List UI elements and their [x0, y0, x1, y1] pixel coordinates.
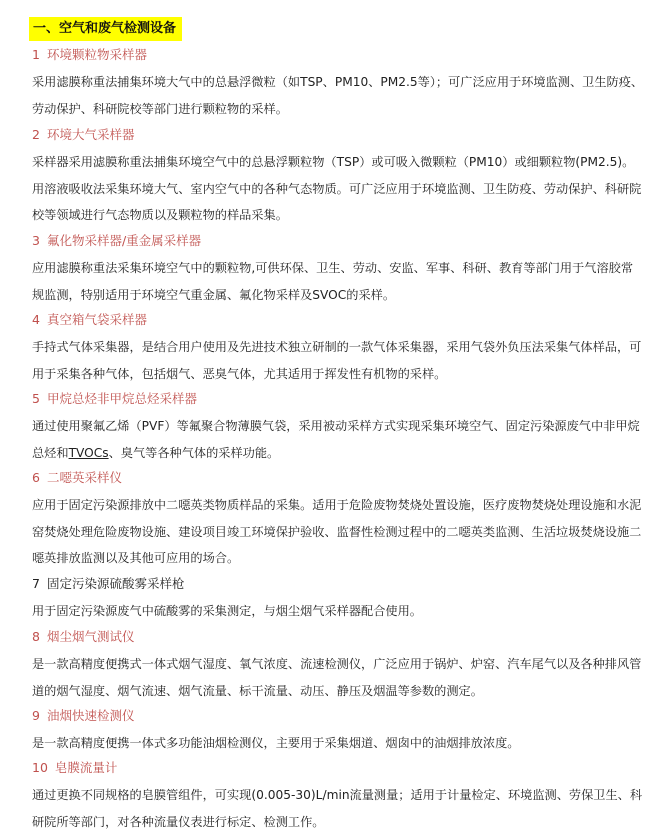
item-title: 7 固定污染源硫酸雾采样枪 [32, 576, 185, 591]
item-title: 5 甲烷总烃非甲烷总烃采样器 [32, 391, 197, 406]
item-title: 2 环境大气采样器 [32, 127, 135, 142]
item-5 [32, 389, 644, 466]
item-1 [32, 45, 644, 122]
item-description: 通过更换不同规格的皂膜管组件，可实现(0.005-30)L/min流量测量；适用于计量检定、环境监测、劳保卫生、科研院所等部门，对各种流量仪表进行标定、检测工作。 [32, 788, 643, 829]
item-description: 手持式气体采集器，是结合用户使用及先进技术独立研制的一款气体采集器，采用气袋外负压法采集气体样品，可用于采集各种气体，包括烟气、恶臭气体，尤其适用于挥发性有机物的采样。 [32, 340, 642, 381]
item-description: 是一款高精度便携一体式多功能油烟检测仪，主要用于采集烟道、烟囱中的油烟排放浓度。 [32, 736, 520, 750]
item-title: 8 烟尘烟气测试仪 [32, 629, 135, 644]
item-title: 9 油烟快速检测仪 [32, 708, 135, 723]
item-8 [32, 627, 644, 704]
item-title: 4 真空箱气袋采样器 [32, 312, 147, 327]
item-3 [32, 231, 644, 308]
item-6 [32, 468, 644, 572]
item-title: 10 皂膜流量计 [32, 760, 118, 775]
item-9 [32, 706, 644, 757]
item-4 [32, 310, 644, 387]
item-10 [32, 758, 644, 835]
item-title: 1 环境颗粒物采样器 [32, 47, 147, 62]
item-description: 采用滤膜称重法捕集环境大气中的总悬浮微粒（如TSP、PM10、PM2.5等）；可广泛应用于环境监测、卫生防疫、劳动保护、科研院校等部门进行颗粒物的采样。 [32, 75, 644, 116]
item-7 [32, 574, 644, 625]
item-description: 应用滤膜称重法采集环境空气中的颗粒物,可供环保、卫生、劳动、安监、军事、科研、教育等部门用于气溶胶常规监测，特别适用于环境空气重金属、氟化物采样及SVOC的采样。 [32, 261, 634, 302]
item-description: 是一款高精度便携式一体式烟气湿度、氧气浓度、流速检测仪，广泛应用于锅炉、炉窑、汽车尾气以及各种排风管道的烟气湿度、烟气流速、烟气流量、标干流量、动压、静压及烟温等参数的测定。 [32, 657, 642, 698]
item-2 [32, 125, 644, 229]
section-title: 一、空气和废气检测设备 [29, 17, 182, 41]
item-description: 通过使用聚氟乙烯（PVF）等氟聚合物薄膜气袋，采用被动采样方式实现采集环境空气、固定污染源废气中非甲烷总烃和TVOCs、臭气等各种气体的采样功能。 [32, 419, 640, 460]
item-title: 3 氟化物采样器/重金属采样器 [32, 233, 202, 248]
tvocs-underlined: TVOCs [68, 445, 109, 460]
item-description: 应用于固定污染源排放中二噁英类物质样品的采集。适用于危险废物焚烧处置设施，医疗废物焚烧处理设施和水泥窑焚烧处理危险废物设施、建设项目竣工环境保护验收、监督性检测过程中的二噁英类监测、生活垃圾焚烧设施二噁英排放监测以及其他可应用的场合。 [32, 498, 642, 565]
item-description: 用于固定污染源废气中硫酸雾的采集测定，与烟尘烟气采样器配合使用。 [32, 604, 422, 618]
item-description: 采样器采用滤膜称重法捕集环境空气中的总悬浮颗粒物（TSP）或可吸入微颗粒（PM10）或细颗粒物(PM2.5)。用溶液吸收法采集环境大气、室内空气中的各种气态物质。可广泛应用于环境监测、卫生防疫、劳动保护、科研院校等领域进行气态物质以及颗粒物的样品采集。 [32, 155, 642, 222]
item-title: 6 二噁英采样仪 [32, 470, 122, 485]
